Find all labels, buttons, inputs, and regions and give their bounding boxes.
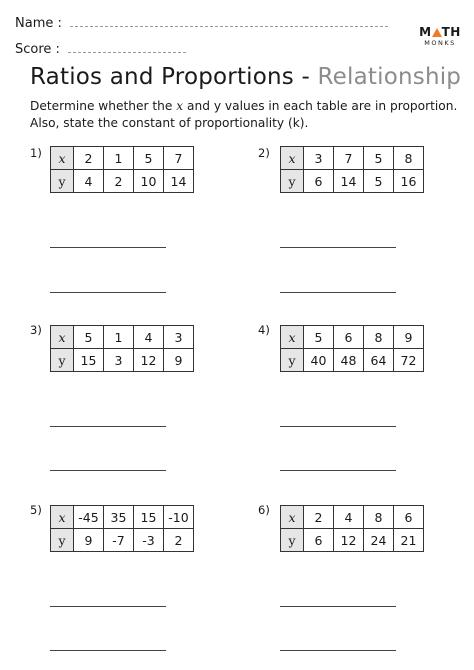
table-row-y — [281, 529, 424, 552]
table-cell-x: 2 — [304, 506, 334, 529]
score-answer-line[interactable] — [68, 52, 186, 53]
table-cell-y: 12 — [334, 529, 364, 552]
table-cell-x: 7 — [334, 147, 364, 170]
table-cell-y: 12 — [134, 349, 164, 372]
table-cell-x: 3 — [304, 147, 334, 170]
table-cell-x: 1 — [104, 326, 134, 349]
table-cell-y: -7 — [104, 529, 134, 552]
table-row-x — [51, 506, 194, 529]
row-header-x: x — [51, 506, 74, 529]
table-row-y — [51, 529, 194, 552]
logo-subtext: MONKS — [424, 39, 456, 47]
table-cell-y: 2 — [104, 170, 134, 193]
problem-number: 5) — [30, 503, 42, 517]
table-cell-x: 3 — [164, 326, 194, 349]
name-field-row — [15, 16, 388, 31]
problem-number: 3) — [30, 323, 42, 337]
table-cell-x: 6 — [394, 506, 424, 529]
row-header-x: x — [281, 506, 304, 529]
row-header-y: y — [281, 529, 304, 552]
answer-line-constant[interactable] — [50, 292, 166, 293]
instructions-line2: Also, state the constant of proportionality (k). — [30, 116, 309, 130]
ratio-table — [50, 325, 194, 372]
table-cell-y: 14 — [334, 170, 364, 193]
table-row-x — [281, 326, 424, 349]
ratio-table — [50, 146, 194, 193]
name-answer-line[interactable] — [70, 26, 388, 27]
table-row-x — [51, 326, 194, 349]
answer-line-constant[interactable] — [280, 650, 396, 651]
row-header-y: y — [281, 170, 304, 193]
table-cell-y: 24 — [364, 529, 394, 552]
table-cell-y: 21 — [394, 529, 424, 552]
table-cell-y: 72 — [394, 349, 424, 372]
table-cell-y: 9 — [74, 529, 104, 552]
answer-line-proportion[interactable] — [50, 247, 166, 248]
table-cell-y: 3 — [104, 349, 134, 372]
answer-line-proportion[interactable] — [50, 606, 166, 607]
table-cell-y: 48 — [334, 349, 364, 372]
answer-line-constant[interactable] — [50, 470, 166, 471]
table-cell-x: 15 — [134, 506, 164, 529]
table-cell-x: 5 — [74, 326, 104, 349]
table-cell-y: -3 — [134, 529, 164, 552]
table-cell-x: 8 — [364, 506, 394, 529]
row-header-y: y — [51, 170, 74, 193]
table-cell-y: 5 — [364, 170, 394, 193]
title-sub: Relationship — [317, 64, 462, 90]
table-cell-x: 8 — [364, 326, 394, 349]
page-title — [30, 64, 461, 90]
table-cell-x: 5 — [134, 147, 164, 170]
table-cell-y: 16 — [394, 170, 424, 193]
table-cell-y: 4 — [74, 170, 104, 193]
table-cell-x: 4 — [334, 506, 364, 529]
table-row-x — [281, 147, 424, 170]
instructions-line1-pre: Determine whether the — [30, 99, 177, 113]
table-cell-y: 6 — [304, 529, 334, 552]
triangle-icon — [432, 28, 442, 37]
name-label: Name : — [15, 16, 62, 31]
problem-number: 2) — [258, 146, 270, 160]
table-cell-y: 64 — [364, 349, 394, 372]
problem-number: 6) — [258, 503, 270, 517]
row-header-x: x — [281, 147, 304, 170]
answer-line-constant[interactable] — [280, 470, 396, 471]
table-cell-y: 40 — [304, 349, 334, 372]
answer-line-constant[interactable] — [280, 292, 396, 293]
table-cell-x: 8 — [394, 147, 424, 170]
table-cell-y: 2 — [164, 529, 194, 552]
answer-line-proportion[interactable] — [280, 426, 396, 427]
ratio-table — [280, 146, 424, 193]
table-row-x — [281, 506, 424, 529]
instructions — [30, 98, 470, 132]
row-header-y: y — [281, 349, 304, 372]
table-cell-x: 35 — [104, 506, 134, 529]
answer-line-proportion[interactable] — [280, 247, 396, 248]
table-cell-y: 15 — [74, 349, 104, 372]
table-row-x — [51, 147, 194, 170]
logo-text-right: TH — [441, 25, 461, 39]
row-header-x: x — [51, 326, 74, 349]
row-header-y: y — [51, 349, 74, 372]
instructions-x-var: x — [176, 99, 184, 113]
logo-text-left: M — [419, 25, 432, 39]
table-cell-x: -45 — [74, 506, 104, 529]
table-cell-x: 7 — [164, 147, 194, 170]
table-cell-x: 2 — [74, 147, 104, 170]
ratio-table — [280, 505, 424, 552]
problem-number: 1) — [30, 146, 42, 160]
row-header-x: x — [51, 147, 74, 170]
table-row-y — [281, 349, 424, 372]
score-label: Score : — [15, 42, 60, 57]
table-row-y — [51, 170, 194, 193]
table-row-y — [51, 349, 194, 372]
row-header-x: x — [281, 326, 304, 349]
table-cell-y: 9 — [164, 349, 194, 372]
table-cell-x: 9 — [394, 326, 424, 349]
ratio-table — [50, 505, 194, 552]
title-main: Ratios and Proportions - — [30, 64, 318, 90]
table-cell-x: 4 — [134, 326, 164, 349]
answer-line-proportion[interactable] — [280, 606, 396, 607]
table-cell-x: 5 — [364, 147, 394, 170]
answer-line-proportion[interactable] — [50, 426, 166, 427]
table-cell-y: 14 — [164, 170, 194, 193]
score-field-row — [15, 42, 186, 57]
table-cell-x: -10 — [164, 506, 194, 529]
table-cell-x: 6 — [334, 326, 364, 349]
table-row-y — [281, 170, 424, 193]
ratio-table — [280, 325, 424, 372]
table-cell-y: 10 — [134, 170, 164, 193]
problem-number: 4) — [258, 323, 270, 337]
table-cell-y: 6 — [304, 170, 334, 193]
instructions-line1-post: and y values in each table are in proportion. — [183, 99, 458, 113]
row-header-y: y — [51, 529, 74, 552]
math-monks-logo — [418, 25, 462, 48]
table-cell-x: 1 — [104, 147, 134, 170]
table-cell-x: 5 — [304, 326, 334, 349]
answer-line-constant[interactable] — [50, 650, 166, 651]
